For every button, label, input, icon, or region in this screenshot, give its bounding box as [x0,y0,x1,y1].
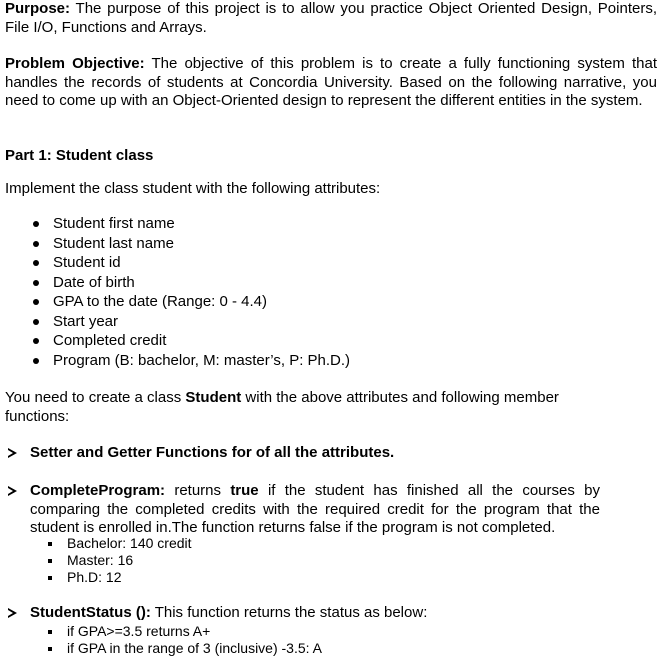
create-class-paragraph: You need to create a class Student with the above attributes and following member functions: [5,389,559,425]
bullet-icon [33,260,39,266]
credit-item: Bachelor: 140 credit [67,535,192,551]
square-bullet-icon [48,542,52,546]
square-bullet-icon [48,647,52,651]
objective-label: Problem Objective: [5,55,145,72]
setter-getter-item: Setter and Getter Functions for of all the attributes. [30,444,395,461]
objective-text: The objective of this problem is to create a fully functioning system that handles the records of students at Concordia University. Based on the following narrative, you need to come up with an Object-Oriented design to represent the different entities in the system. [5,55,657,110]
square-bullet-icon [48,559,52,563]
purpose-label: Purpose: [5,0,71,17]
bullet-icon [33,241,39,247]
bullet-icon [33,299,39,305]
arrow-bullet-icon [8,486,17,496]
list-item: Student id [53,254,121,271]
list-item: Program (B: bachelor, M: master’s, P: Ph.D.) [53,352,351,369]
bullet-icon [33,280,39,286]
credit-item: Master: 16 [67,552,134,568]
objective-paragraph [5,55,657,111]
bullet-icon [33,358,39,364]
list-item: GPA to the date (Range: 0 - 4.4) [53,293,268,310]
class-name: Student [185,389,242,406]
purpose-paragraph [5,0,657,37]
list-item: Completed credit [53,332,167,349]
part1-heading: Part 1: Student class [5,147,154,164]
list-item: Date of birth [53,274,135,291]
arrow-bullet-icon [8,608,17,618]
complete-program-item: CompleteProgram: returns true if the student has finished all the courses by comparing the completed credits with the required credit for the program that the student is enrolled in.The function returns false if the program is not completed. [30,482,600,537]
list-item: Student last name [53,235,174,252]
square-bullet-icon [48,630,52,634]
part1-intro: Implement the class student with the following attributes: [5,180,381,197]
student-status-item: StudentStatus (): This function returns the status as below: [30,604,428,621]
list-item: Student first name [53,215,175,232]
square-bullet-icon [48,576,52,580]
bullet-icon [33,319,39,325]
purpose-text: The purpose of this project is to allow you practice Object Oriented Design, Pointers, File I/O, Functions and Arrays. [5,0,657,36]
credit-item: Ph.D: 12 [67,569,122,585]
status-item: if GPA in the range of 3 (inclusive) -3.5: A [67,640,322,656]
arrow-bullet-icon [8,448,17,458]
bullet-icon [33,221,39,227]
list-item: Start year [53,313,119,330]
bullet-icon [33,338,39,344]
status-item: if GPA>=3.5 returns A+ [67,623,211,639]
